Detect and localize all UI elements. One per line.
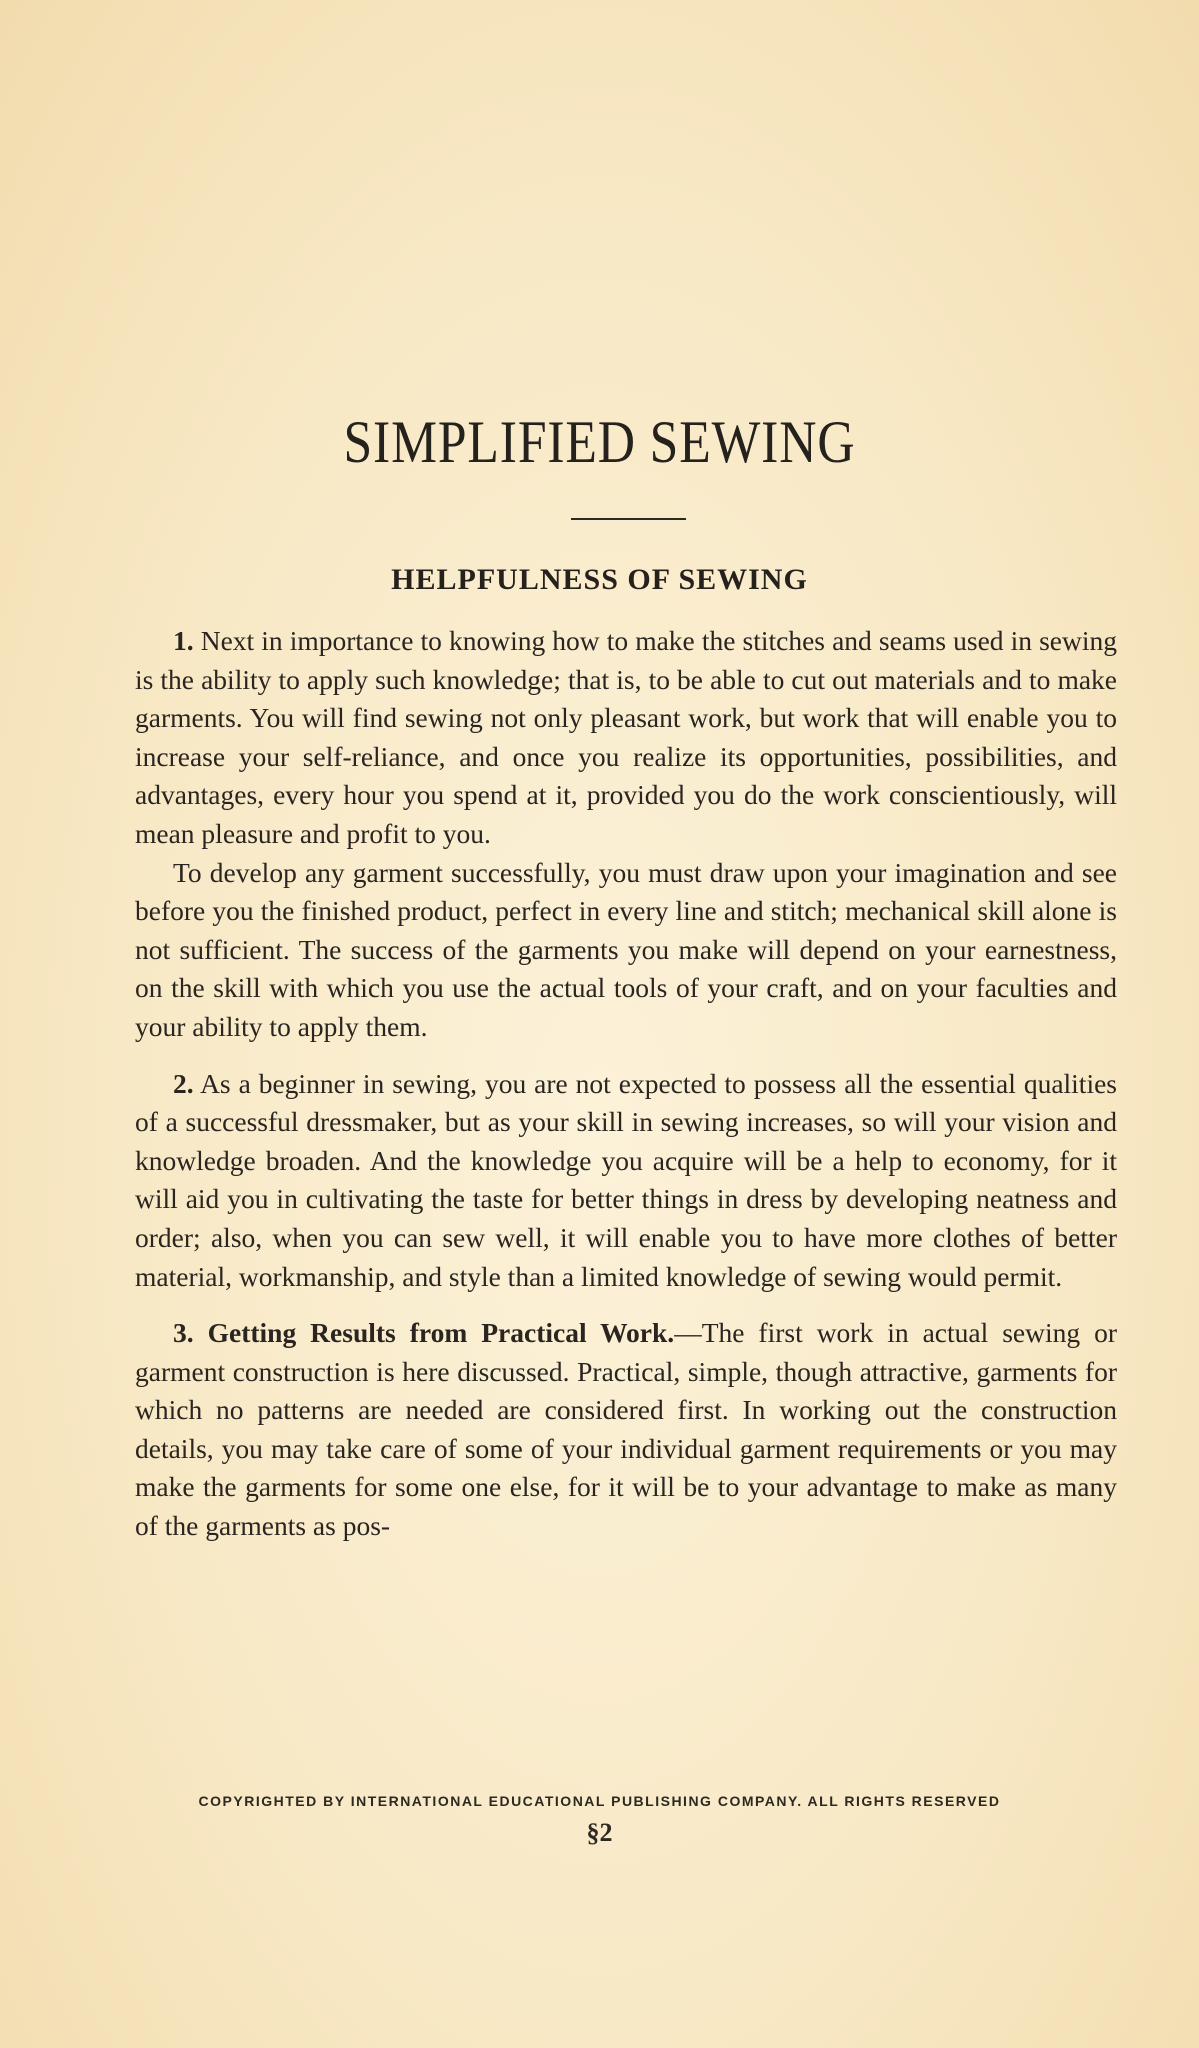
paragraph-text: Next in importance to knowing how to make the stitches and seams used in sewing is the ability to apply such knowledge; that is, to be able to cut out materials and to make garments. You will find sewing not only pleasant work, but work that will enable you to increase your self-reliance, and once you realize its opportunities, possibilities, and advantages, every hour you spend at it, provided you do the work conscientiously, will mean pleasure and profit to you.: [135, 625, 1118, 849]
section-heading: HELPFULNESS OF SEWING: [391, 563, 808, 596]
title-divider: [571, 518, 686, 520]
paragraph-text: As a beginner in sewing, you are not expected to possess all the essential qualities of a successful dressmaker, but as your skill in sewing increases, so will your vision and knowledge broaden. And the knowledge you acquire will be a help to economy, for it will aid you in cultivating the taste for better things in dress by developing neatness and order; also, when you can sew well, it will enable you to have more clothes of better material, workmanship, and style than a limited knowledge of sewing would permit.: [135, 1067, 1117, 1292]
body-text: [135, 622, 1117, 1546]
paragraph-3: [135, 1314, 1117, 1546]
paragraph-text: To develop any garment successfully, you must draw upon your imagination and see before you the finished product, perfect in every line and stitch; mechanical skill alone is not sufficient. The success of the garments you make will depend on your earnestness, on the skill with which you use the actual tools of your craft, and on your faculties and your ability to apply them.: [135, 856, 1117, 1042]
paragraph-number: 3.: [173, 1317, 194, 1349]
paragraph-2: [135, 1065, 1117, 1297]
paragraph-1-continued: [135, 854, 1117, 1047]
paragraph-1: [135, 622, 1117, 854]
page-number: §2: [586, 1818, 613, 1847]
paragraph-text: —The first work in actual sewing or garment construction is here discussed. Practical, simple, though attractive, garments for which no patterns are needed are considered first. In working out the construction details, you may take care of some of your individual garment requirements or you may make the garments for some one else, for it will be to your advantage to make as many of the garments as pos-: [135, 1317, 1117, 1542]
paragraph-number: 1.: [173, 625, 194, 656]
paragraph-number: 2.: [173, 1067, 194, 1099]
copyright-notice: COPYRIGHTED BY INTERNATIONAL EDUCATIONAL PUBLISHING COMPANY. ALL RIGHTS RESERVED: [198, 1793, 1001, 1809]
page-title: SIMPLIFIED SEWING: [343, 409, 856, 475]
run-in-heading: Getting Results from Practical Work.: [207, 1317, 675, 1349]
